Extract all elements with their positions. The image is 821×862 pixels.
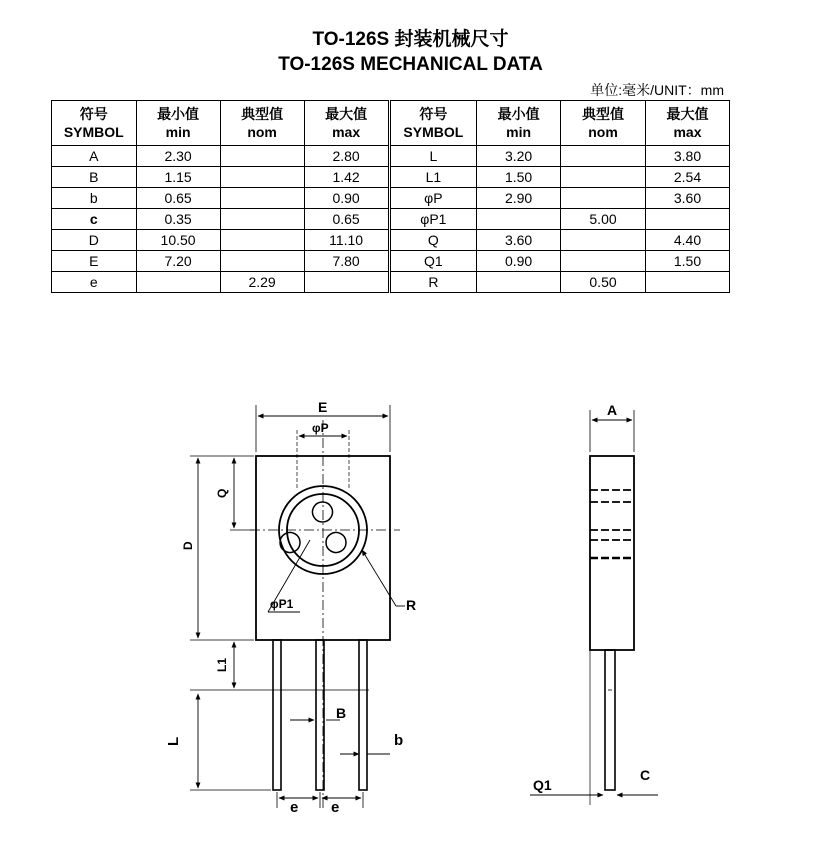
cell-nom [220, 188, 304, 209]
cell-nom [220, 209, 304, 230]
header-min-2: 最小值 min [477, 101, 561, 146]
table-row [52, 209, 730, 230]
cell-min: 0.35 [136, 209, 220, 230]
cell-nom-2: 5.00 [561, 209, 646, 230]
label-Q: Q [215, 488, 229, 498]
unit-label: 单位:毫米/UNIT：mm [590, 82, 724, 98]
cell-symbol: A [52, 146, 137, 167]
cell-nom-2 [561, 251, 646, 272]
table-row [52, 188, 730, 209]
cell-symbol: e [52, 272, 137, 293]
table-header-row [52, 101, 730, 146]
label-e-1: e [290, 799, 299, 816]
package-drawing [150, 390, 670, 830]
cell-max: 1.42 [304, 167, 389, 188]
cell-symbol-2: L1 [389, 167, 477, 188]
label-D: D [181, 541, 195, 550]
cell-min-2: 0.90 [477, 251, 561, 272]
cell-max: 7.80 [304, 251, 389, 272]
cell-symbol-2: R [389, 272, 477, 293]
cell-max-2: 2.54 [646, 167, 730, 188]
label-R: R [406, 597, 417, 613]
cell-max [304, 272, 389, 293]
package-body-side [590, 456, 634, 650]
cell-max: 11.10 [304, 230, 389, 251]
table-row [52, 251, 730, 272]
cell-min-2 [477, 209, 561, 230]
cell-min-2: 3.20 [477, 146, 561, 167]
cell-nom-2 [561, 230, 646, 251]
cell-symbol-2: Q1 [389, 251, 477, 272]
table-row [52, 167, 730, 188]
cell-max-2: 4.40 [646, 230, 730, 251]
cell-symbol-2: L [389, 146, 477, 167]
cell-min: 7.20 [136, 251, 220, 272]
cell-max-2: 3.80 [646, 146, 730, 167]
cell-max-2: 1.50 [646, 251, 730, 272]
label-e-2: e [331, 799, 340, 816]
cell-max-2 [646, 209, 730, 230]
header-symbol-2: 符号 SYMBOL [389, 101, 477, 146]
title-english: TO-126S MECHANICAL DATA [278, 54, 543, 75]
cell-min-2: 1.50 [477, 167, 561, 188]
header-max-2: 最大值 max [646, 101, 730, 146]
cell-nom-2 [561, 146, 646, 167]
label-P: φP [312, 421, 329, 435]
cell-nom [220, 230, 304, 251]
cell-symbol: D [52, 230, 137, 251]
label-Q1: Q1 [533, 777, 552, 793]
dimension-table [51, 100, 730, 293]
cell-max: 0.65 [304, 209, 389, 230]
label-L1: L1 [215, 657, 229, 672]
lead-side [605, 650, 615, 790]
label-P1: φP1 [270, 597, 294, 611]
table-row [52, 272, 730, 293]
label-B: B [336, 705, 347, 721]
cell-symbol-2: Q [389, 230, 477, 251]
cell-max-2 [646, 272, 730, 293]
header-nom: 典型值 nom [220, 101, 304, 146]
header-symbol: 符号 SYMBOL [52, 101, 137, 146]
cell-min: 2.30 [136, 146, 220, 167]
cell-min: 0.65 [136, 188, 220, 209]
cell-nom [220, 167, 304, 188]
cell-symbol: b [52, 188, 137, 209]
title-chinese: TO-126S 封装机械尺寸 [312, 29, 509, 50]
table-row [52, 146, 730, 167]
label-E: E [318, 399, 328, 415]
cell-min [136, 272, 220, 293]
label-A: A [607, 402, 618, 418]
cell-min: 10.50 [136, 230, 220, 251]
label-L: L [165, 736, 182, 746]
cell-min-2: 2.90 [477, 188, 561, 209]
cell-min-2 [477, 272, 561, 293]
cell-nom [220, 146, 304, 167]
header-min: 最小值 min [136, 101, 220, 146]
lead-right [359, 640, 367, 790]
cell-max-2: 3.60 [646, 188, 730, 209]
label-C: C [640, 767, 651, 783]
cell-max: 2.80 [304, 146, 389, 167]
cell-nom-2 [561, 167, 646, 188]
cell-symbol-2: φP1 [389, 209, 477, 230]
label-b: b [394, 732, 404, 749]
cell-symbol-2: φP [389, 188, 477, 209]
cell-nom: 2.29 [220, 272, 304, 293]
lead-left [273, 640, 281, 790]
cell-max: 0.90 [304, 188, 389, 209]
header-max: 最大值 max [304, 101, 389, 146]
header-nom-2: 典型值 nom [561, 101, 646, 146]
cell-nom-2: 0.50 [561, 272, 646, 293]
cell-nom [220, 251, 304, 272]
cell-nom-2 [561, 188, 646, 209]
cell-min-2: 3.60 [477, 230, 561, 251]
cell-symbol: E [52, 251, 137, 272]
cell-min: 1.15 [136, 167, 220, 188]
cell-symbol: c [52, 209, 137, 230]
cell-symbol: B [52, 167, 137, 188]
table-row [52, 230, 730, 251]
